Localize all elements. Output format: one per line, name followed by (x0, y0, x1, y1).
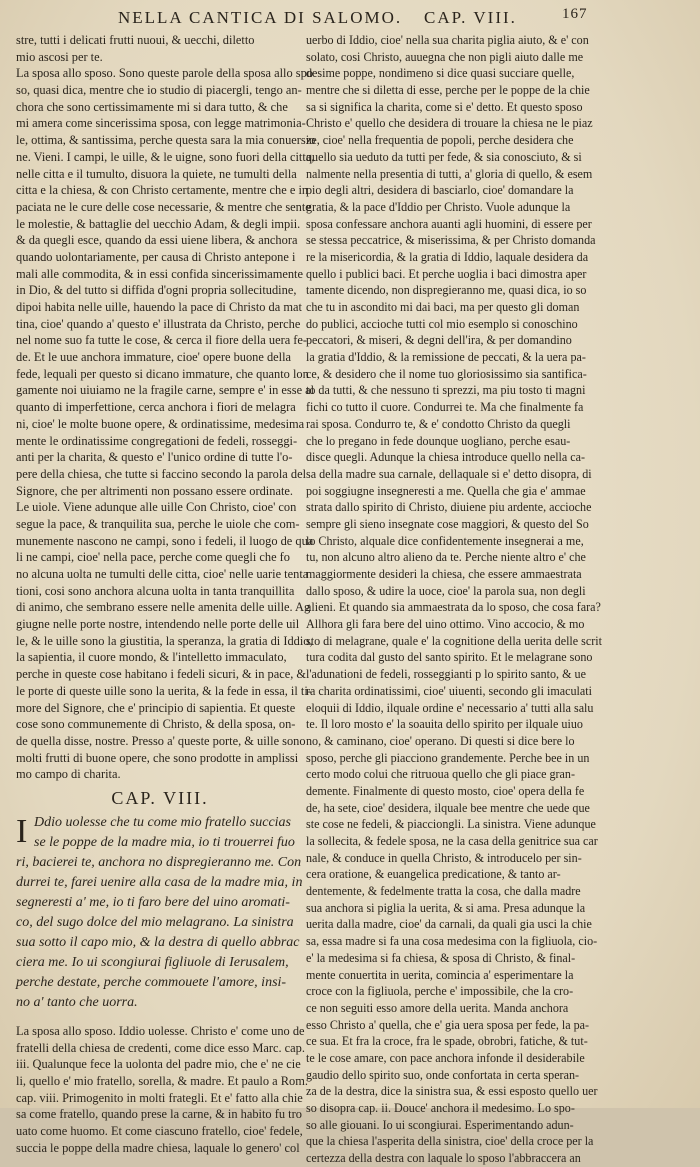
verse-line: co, del sugo dolce del mio melagrano. La sinistra (16, 914, 294, 930)
text-line: cera oratione, & euangelica predicatione, & tanto ar- (306, 867, 561, 882)
text-line: tamente dicendo, non dispregieranno me, quasi dica, io so (306, 283, 587, 298)
text-line: sa della madre sua carnale, dellaquale si e' detto disopra, di (306, 466, 592, 481)
text-line: mo campo di charita. (16, 767, 121, 782)
text-line: sto di melagrane, quale e' la cognitione della uerita delle scrit (306, 633, 603, 648)
text-line: uato come huomo. Et come ciascuno fratello, cioe' fedele, (16, 1124, 303, 1139)
text-line: pere della chiesa, che tutte si faccino secondo la parola del (16, 466, 307, 481)
verse-line: no a' tanto che uorra. (16, 994, 138, 1010)
text-line: Signore, che per altrimenti non possano essere ordinate. (16, 483, 293, 498)
text-line: peccatori, & miseri, & degni dell'ira, & per domandino (306, 333, 572, 348)
text-line: cose sono communemente di Christo, & della sposa, on- (16, 717, 296, 732)
text-line: do publici, accioche tutti col mio esemplo si conoschino (306, 316, 578, 331)
text-line: so alle giouani. Io ui scongiurai. Esperimentando adun- (306, 1117, 574, 1132)
text-line: so, quasi dica, mentre che io studio di piacergli, tengo an- (16, 83, 302, 98)
text-line: no, & caminano, cioe' operano. Di questi si dice bere lo (306, 733, 575, 748)
text-line: uerita dalla madre, cioe' da carnali, da quali gia usci la chie (306, 917, 592, 932)
text-line: gaudio dello spirito suo, onde confortata in certa speran- (306, 1067, 580, 1082)
text-line: sa si significa la charita, come si e' detto. Et questo sposo (306, 99, 583, 114)
text-line: l'adunationi de fedeli, rosseggianti p lo spirito santo, & ue (306, 667, 586, 682)
text-line: giugne nelle porte nostre, intendendo nelle porte delle uil (16, 617, 300, 632)
text-line: nel nome suo fa tutte le cose, & cerca il fiore della uera fe- (16, 333, 308, 348)
text-line: sa come fratello, quando prese la carne, & in habito fu tro (16, 1107, 302, 1122)
text-line: demente. Finalmente di questo mosto, cioe' opera della fe (306, 783, 585, 798)
text-line: gratia, & la pace d'Iddio per Christo. Vuole adunque la (306, 199, 571, 214)
text-line: ne. Vieni. I campi, le uille, & le uigne, sono fuori della citta, (16, 149, 315, 164)
text-line: mali alle commodita, & in essi confida sincerissimamente (16, 266, 303, 281)
text-line: sua anchora si piglia la uerita, & si ama. Presa adunque la (306, 900, 586, 915)
text-line: succia le poppe della madre chiesa, laquale lo genero' col (16, 1140, 300, 1155)
text-line: dallo sposo, & udire la uoce, cioe' la parola sua, non degli (306, 583, 586, 598)
text-line: sa, essa madre si fa una cosa medesima con la figliuola, cio- (306, 934, 598, 949)
running-head-title: NELLA CANTICA DI SALOMO. (118, 8, 403, 27)
text-line: maggiormente desideri la chiesa, che essere ammaestrata (306, 567, 582, 581)
text-line: tura codita dal gusto del santo spirito. Et le melagrane sono (306, 650, 593, 665)
text-line: cap. viii. Primogenito in molti frategli. Et e' fatto alla chie (16, 1090, 303, 1105)
text-line: strata dallo spirito di Christo, diuiene piu ardente, accioche (306, 500, 592, 515)
running-head (118, 8, 680, 32)
running-head-chapter: CAP. VIII. (424, 8, 517, 27)
commentary-block-bottom (16, 1023, 308, 1157)
text-line: ste cose ne fedeli, & piacciongli. La sinistra. Viene adunque (306, 817, 596, 832)
text-line: gamente noi uiuiamo ne la fragile carne, sempre e' in esse al (16, 383, 315, 398)
text-line: to da tutti, & che nessuno ti sprezzi, ma piu tosto ti magni (306, 383, 586, 398)
text-line: perche in queste cose habitano i fedeli sicuri, & in pace, & (16, 667, 307, 682)
verse-block (16, 813, 304, 1013)
text-line: te le cose amare, con pace anchora infonde il desiderabile (306, 1050, 585, 1065)
text-line: quanto di imperfettione, cerca anchora i fiori de melagra (16, 400, 296, 415)
text-line: & da quegli esce, quando da essi uiene libera, & anchora (16, 233, 298, 248)
text-line: iii. Qualunque fece la uolonta del padre mio, che e' ne cie (16, 1057, 301, 1072)
text-line: solato, cosi Christo, auuegna che non pigli aiuto dalle me (306, 49, 584, 64)
text-line: te. Il loro mosto e' la soauita dello spirito per ilquale uiuo (306, 717, 583, 732)
text-line: sempre gli sieno insegnate cose maggiori, & questo del So (306, 516, 589, 531)
text-line: croce con la figliuola, perche e' impossibile, che la cro- (306, 984, 574, 999)
chapter-heading: CAP. VIII. (111, 787, 209, 808)
verse-line: segneresti a' me, io ti faro bere del uino aromati- (16, 894, 290, 910)
text-line: certo modo colui che ritruoua quello che gli piace gran- (306, 767, 575, 782)
left-column (16, 32, 316, 1155)
text-line: li, quello e' mio fratello, sorella, & madre. Et paulo a Rom. (16, 1074, 308, 1088)
text-line: mente le ordinatissime congregationi de fedeli, rosseggi- (16, 433, 298, 448)
text-line: anti per la charita, & questo e' l'unico ordine di tutte l'o- (16, 450, 293, 465)
text-line: segue la pace, & tranquilita sua, perche le uiole che com- (16, 516, 300, 531)
text-line: ce non seguiti esso amore della uerita. Manda anchora (306, 1000, 569, 1015)
text-line: ce, & desidero che il nome tuo gloriosissimo sia santifica- (306, 366, 587, 381)
text-line: tu, non alcuno altro alieno da te. Perche niente altro e' che (306, 550, 586, 565)
text-line: nelle citta e il tumulto, disuora la quiete, ne tumulti della (16, 166, 297, 181)
text-line: dentemente, & fedelmente tratta la cosa, che dalla madre (306, 884, 581, 899)
text-line: mentre che si diletta di esse, perche per le poppe de la chie (306, 83, 590, 98)
text-line: esso Christo a' quella, che e' gia uera sposa per fede, la pa- (306, 1017, 590, 1032)
text-line: ze, cioe' nella frequentia de popoli, perche desidera che (306, 133, 574, 148)
text-line: disce quegli. Adunque la chiesa introduce quello nella ca- (306, 450, 586, 465)
text-line: nale, & conduce in quella Christo, & introducelo per sin- (306, 850, 582, 865)
text-line: no alcuna uolta ne tumulti delle citta, cioe' nelle uarie tenta (16, 567, 309, 581)
text-line: za de la destra, dice la sinistra sua, & essi esposto quello uer (306, 1084, 598, 1099)
text-line: mi amera come sincerissima sposa, con legge matrimonia- (16, 116, 306, 131)
text-line: tina, cioe' quando a' questo e' illustrata da Christo, perche (16, 316, 301, 331)
text-line: La sposa allo sposo. Sono queste parole della sposa allo spo (16, 66, 313, 81)
text-line: quello sia ueduto da tutti per fede, & sia conosciuto, & si (306, 149, 582, 164)
text-line: desime poppe, nondimeno si dice quasi succiare quelle, (306, 66, 575, 81)
text-line: pio degli altri, desidera di basciarlo, cioe' domandare la (306, 183, 574, 198)
drop-initial: I (16, 812, 28, 850)
text-line: de. Et le uue anchora immature, cioe' opere buone della (16, 350, 292, 365)
verse-line: sua sotto il capo mio, & la destra di quello abbrac (16, 934, 300, 950)
text-line: stre, tutti i delicati frutti nuoui, & uecchi, diletto (16, 33, 255, 47)
folio-number: 167 (562, 6, 588, 22)
text-line: more del Signore, che e' principio di sapientia. Et queste (16, 700, 296, 715)
text-line: le porte di queste uille sono la uerita, & la fede in essa, il ti- (16, 683, 312, 698)
text-line: Le uiole. Viene adunque alle uille Con Christo, cioe' con (16, 500, 297, 515)
text-line: fratelli della chiesa de credenti, come dice esso Marc. cap. (16, 1040, 305, 1055)
text-line: sposa confessare anchora auanti agli huomini, di essere per (306, 216, 592, 231)
text-line: la gratia d'Iddio, & la remissione de peccati, & la uera pa- (306, 350, 586, 365)
text-line: molti frutti di buone opere, che sono prodotte in amplissi (16, 750, 299, 765)
text-line: de quella disse, nostre. Presso a' queste porte, & uille sono (16, 733, 306, 748)
text-line: La sposa allo sposo. Iddio uolesse. Christo e' come uno de (16, 1023, 305, 1038)
text-line: paciata ne le cure delle cose necessarie, & mentre che sente (16, 199, 311, 214)
text-line: che tu in ascondito mi dai baci, ma per questo gli doman (306, 300, 580, 314)
text-line: dipoi habita nelle uille, hauendo la pace di Christo da mat (16, 300, 302, 314)
text-line: lo Christo, alquale dice confidentemente insegnerai a me, (306, 533, 584, 548)
text-line: ni, cioe' le molte buone opere, & ordinatissime, medesima (16, 416, 305, 431)
text-line: le, ottima, & santissima, perche questa sara la mia conuersio (16, 133, 316, 148)
text-line: certezza della destra con laquale lo sposo l'abbraccera an (306, 1151, 581, 1166)
commentary-block-top (16, 32, 316, 783)
text-line: le, & le uille sono la giustitia, la speranza, la gratia di Iddio, (16, 633, 313, 648)
text-line: che lo pregano in fede dounque uogliano, perche esau- (306, 433, 571, 448)
verse-line: ciera me. Io ui scongiurai figliuole di Ierusalem, (16, 954, 289, 970)
text-line: fede, lequali per questo si dicano immature, che quanto lon (16, 366, 309, 381)
text-line: sposo, perche gli piacciono grandemente. Perche bee in un (306, 750, 590, 765)
text-line: e' la medesima si fa chiesa, & sposa di Christo, & final- (306, 950, 576, 965)
commentary-block-right (306, 32, 666, 1167)
text-line: citta e la chiesa, & con Christo certamente, mentre che e in (16, 183, 309, 198)
text-line: Allhora gli fara bere del uino ottimo. Vino accocio, & mo (306, 617, 585, 632)
text-line: ra charita ordinatissimi, cioe' uiuenti, secondo gli imaculati (306, 683, 592, 698)
right-column (306, 32, 666, 1166)
verse-line: Ddio uolesse che tu come mio fratello succias (34, 814, 292, 830)
text-line: ce sua. Et fra la croce, fra le spade, obrobri, fatiche, & tut- (306, 1034, 588, 1049)
text-line: quando uolontariamente, per causa di Christo antepone i (16, 249, 296, 264)
text-line: quello i publici baci. Et perche uoglia i baci dimostra aper (306, 266, 587, 281)
text-line: se stessa peccatrice, & miserissima, & per Christo domanda (306, 233, 596, 248)
text-line: mio ascosi per te. (16, 49, 103, 64)
text-line: mente conuertita in uerita, comincia a' esperimentare la (306, 967, 574, 982)
verse-line: durrei te, farei uenire alla casa de la madre mia, in (16, 874, 303, 890)
verse-line: se le poppe de la madre mia, io ti trouerrei fuo (34, 834, 295, 850)
text-line: rai sposa. Condurro te, & e' condotto Christo da quegli (306, 416, 571, 431)
text-line: di animo, che sembrano essere nelle amenita delle uille. Ag (16, 600, 311, 615)
text-line: le molestie, & battaglie del uecchio Adam, & degli impii. (16, 216, 301, 231)
text-line: uerbo di Iddio, cioe' nella sua charita piglia aiuto, & e' con (306, 33, 589, 47)
text-line: alieni. Et quando sia ammaestrata da lo sposo, che cosa fara? (306, 600, 601, 615)
text-line: que la chiesa l'asperita della sinistra, cioe' della croce per la (306, 1134, 594, 1149)
text-line: chora che sono certissimamente mi si dara tutto, & che (16, 99, 288, 114)
verse-line: perche destate, perche commouete l'amore, insi- (16, 974, 287, 990)
text-line: nalmente nella presentia di tutti, a' gloria di quello, & esem (306, 166, 593, 181)
text-line: de, ha sete, cioe' desidera, ilquale bee mentre che uede que (306, 800, 590, 815)
text-line: poi soggiugne insegneresti a me. Quella che gia e' ammae (306, 483, 586, 498)
text-line: tioni, cosi sono anchora alcuna uolta in tanta tranquillita (16, 583, 295, 598)
text-line: eloquii di Iddio, ilquale ordine e' necessario a' tutti alla salu (306, 700, 594, 715)
text-line: munemente nascono ne campi, sono i fedeli, il luogo de qua (16, 533, 314, 548)
text-line: in Dio, & del tutto si diffida d'ogni propria sollecitudine, (16, 283, 297, 298)
text-line: fichi co tutto il cuore. Condurrei te. Ma che finalmente fa (306, 400, 584, 415)
text-line: li ne campi, cioe' nella pace, perche come quegli che fo (16, 550, 291, 565)
verse-line: ri, bacierei te, anchora no dispregieranno me. Con (16, 854, 302, 870)
text-line: so disopra cap. ii. Douce' anchora il medesimo. Lo spo- (306, 1101, 575, 1115)
text-line: re la misericordia, & la gratia di Iddio, laquale desidera da (306, 249, 589, 264)
text-line: la sapientia, il cuore mondo, & l'intelletto immaculato, (16, 650, 287, 665)
text-line: la sollecita, & fedele sposa, ne la casa della genitrice sua car (306, 834, 598, 848)
text-line: Christo e' quello che desidera di trouare la chiesa ne le piaz (306, 116, 593, 131)
